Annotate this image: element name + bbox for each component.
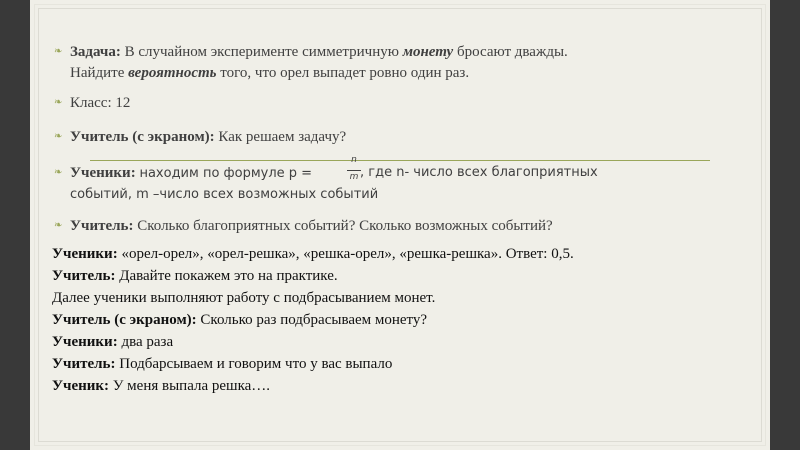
- task-text-a: В случайном эксперименте симметричную: [124, 44, 399, 60]
- dialogue-speaker: Учитель:: [52, 356, 116, 372]
- dialogue-speaker: Ученики:: [52, 246, 118, 262]
- right-frame-bar: [770, 0, 800, 450]
- teacher-label-2: Учитель:: [70, 218, 134, 234]
- dialogue-text: Подбарсываем и говорим что у вас выпало: [119, 356, 393, 372]
- dialogue-line: [52, 243, 574, 265]
- task-keyword-coin: монету: [402, 44, 454, 60]
- dialogue-speaker: Ученики:: [52, 334, 118, 350]
- dialogue-text: У меня выпала решка….: [112, 378, 271, 394]
- dialogue-text: Сколько раз подбрасываем монету?: [200, 312, 428, 328]
- task-line-2: [70, 62, 469, 84]
- task-text-d: Найдите: [70, 65, 125, 81]
- students-label: Ученики:: [70, 165, 136, 181]
- bullet-icon: ❧: [54, 131, 63, 142]
- bullet-icon: ❧: [54, 167, 63, 178]
- bullet-icon: ❧: [54, 97, 63, 108]
- dialogue-speaker: Учитель (с экраном):: [52, 312, 197, 328]
- slide: [30, 0, 770, 450]
- bullet-icon: ❧: [54, 46, 63, 57]
- left-frame-bar: [0, 0, 30, 450]
- students-formula-line-2: событий, m –число всех возможных событий: [70, 187, 379, 202]
- task-text-f: того, что орел выпадет ровно один раз.: [220, 65, 470, 81]
- divider-line: [90, 160, 710, 161]
- fraction-numerator: n: [351, 155, 357, 165]
- students-formula-text: находим по формуле p =: [139, 166, 313, 181]
- dialogue-line: [52, 265, 338, 287]
- task-text-c: бросают дважды.: [456, 44, 568, 60]
- teacher-question-2: Сколько благоприятных событий? Сколько возможных событий?: [137, 218, 553, 234]
- teacher-question-line: [70, 126, 346, 148]
- dialogue-line: [52, 375, 270, 397]
- class-line: Класс: 12: [70, 95, 131, 111]
- teacher-label: Учитель (с экраном):: [70, 129, 215, 145]
- task-keyword-probability: вероятность: [128, 65, 217, 81]
- dialogue-speaker: Учитель:: [52, 268, 116, 284]
- students-formula-line: [70, 162, 312, 185]
- dialogue-text: «орел-орел», «орел-решка», «решка-орел», «решка-решка». Ответ: 0,5.: [121, 246, 574, 262]
- teacher-question: Как решаем задачу?: [218, 129, 347, 145]
- bullet-icon: ❧: [54, 220, 63, 231]
- dialogue-line: [52, 353, 392, 375]
- dialogue-speaker: Ученик:: [52, 378, 110, 394]
- dialogue-line: [52, 287, 435, 309]
- dialogue-text: два раза: [121, 334, 174, 350]
- dialogue-text: Давайте покажем это на практике.: [119, 268, 338, 284]
- students-formula-text-b: , где n- число всех благоприятных: [360, 165, 598, 180]
- task-line-1: [70, 41, 568, 63]
- dialogue-line: [52, 331, 173, 353]
- dialogue-line: [52, 309, 427, 331]
- fraction-denominator: m: [349, 172, 359, 182]
- task-label: Задача:: [70, 44, 121, 60]
- teacher-question-2-line: [70, 215, 553, 237]
- dialogue-text: Далее ученики выполняют работу с подбрасыванием монет.: [52, 290, 436, 306]
- fraction-bar: [347, 170, 361, 171]
